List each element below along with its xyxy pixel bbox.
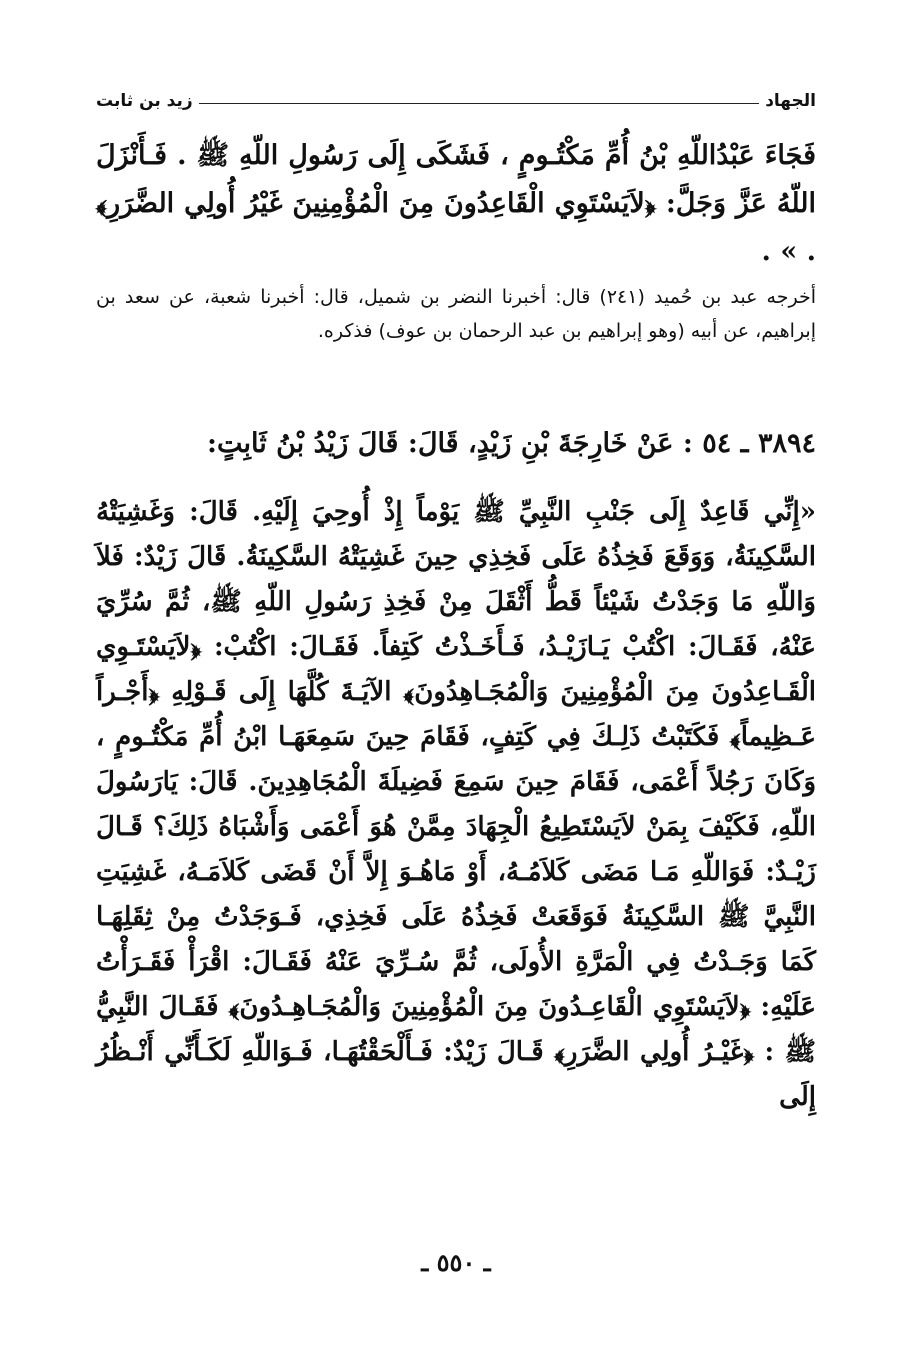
hadith-isnad	[96, 420, 816, 468]
isnad-text: ٣٨٩٤ ـ ٥٤ : عَنْ خَارِجَةَ بْنِ زَيْدٍ، قَالَ: قَالَ زَيْدُ بْنُ ثَابِتٍ:	[206, 428, 816, 459]
section-title: زيد بن ثابت	[96, 91, 193, 111]
hadith-continuation-text: فَجَاءَ عَبْدُاللّهِ بْنُ أُمِّ مَكْتُـومٍ ، فَشَكَى إِلَى رَسُولِ اللّهِ ﷺ . فَـأَنْزَلَ اللّهُ عَزَّ وَجَلَّ: ﴿لاَيَسْتَوِي الْقَاعِدُونَ مِنَ الْمُؤْمِنِينَ غَيْرُ أُولِي الضَّرَرِ﴾ . » .	[96, 140, 816, 267]
page-number: ـ ٥٥٠ ـ	[421, 1248, 491, 1277]
hadith-continuation	[96, 132, 816, 276]
running-header	[96, 88, 816, 114]
header-rule	[199, 103, 760, 104]
chapter-title: الجهاد	[765, 91, 816, 111]
hadith-matn	[96, 490, 816, 1120]
takhrij-text: أخرجه عبد بن حُميد (٢٤١) قال: أخبرنا النضر بن شميل، قال: أخبرنا شعبة، عن سعد بن إبراهيم، عن أبيه (وهو إبراهيم بن عبد الرحمان بن عوف) فذكره.	[96, 286, 816, 342]
matn-text: «إِنِّي قَاعِدٌ إِلَى جَنْبِ النَّبِيِّ ﷺ يَوْماً إِذْ أُوحِيَ إِلَيْهِ. قَالَ: وَغَشِيَتْهُ السَّكِينَةُ، وَوَقَعَ فَخِذُهُ عَلَى فَخِذِي حِينَ غَشِيَتْهُ السَّكِينَةُ. قَالَ زَيْدٌ: فَلاَ وَاللّهِ مَا وَجَدْتُ شَيْئاً قَطُّ أَثْقَلَ مِنْ فَخِذِ رَسُولِ اللّهِ ﷺ، ثُمَّ سُرِّيَ عَنْهُ، فَقَـالَ: اكْتُبْ يَـازَيْـدُ، فَـأَخَـذْتُ كَتِفاً. فَقَـالَ: اكْتُبْ: ﴿لاَيَسْتَـوِي الْقَـاعِدُونَ مِنَ الْمُؤْمِنِينَ وَالْمُجَـاهِدُونَ﴾ الآيَـةَ كُلَّهَا إِلَى قَـوْلِهِ ﴿أَجْـراً عَـظِيماً﴾ فَكَتَبْتُ ذَلِـكَ فِي كَتِفٍ، فَقَامَ حِينَ سَمِعَهَـا ابْنُ أُمِّ مَكْتُـومٍ ، وَكَانَ رَجُلاً أَعْمَى، فَقَامَ حِينَ سَمِعَ فَضِيلَةَ الْمُجَاهِدِينَ. قَالَ: يَارَسُولَ اللّهِ، فَكَيْفَ بِمَنْ لاَيَسْتَطِيعُ الْجِهَادَ مِمَّنْ هُوَ أَعْمَى وَأَشْبَاهُ ذَلِكَ؟ قَـالَ زَيْـدٌ: فَوَاللّهِ مَـا مَضَى كَلاَمُـهُ، أَوْ مَاهُـوَ إِلاَّ أَنْ قَضَى كَلاَمَـهُ، غَشِيَتِ النَّبِيَّ ﷺ السَّكِينَةُ فَوَقَعَتْ فَخِذُهُ عَلَى فَخِذِي، فَـوَجَدْتُ مِنْ ثِقَلِهَـا كَمَا وَجَـدْتُ فِي الْمَرَّةِ الأُولَى، ثُمَّ سُـرِّيَ عَنْهُ فَقَـالَ: اقْرَأْ فَقَـرَأْتُ عَلَيْهِ: ﴿لاَيَسْتَوِي الْقَاعِـدُونَ مِنَ الْمُؤْمِنِينَ وَالْمُجَـاهِـدُونَ﴾ فَقَـالَ النَّبِيُّ ﷺ : ﴿غَيْـرُ أُولِي الضَّرَرِ﴾ قَـالَ زَيْدٌ: فَـأَلْحَقْتُهَـا، فَـوَاللّهِ لَكَـأَنِّي أَنْـظُرُ إِلَى	[96, 497, 816, 1112]
takhrij-note	[96, 280, 816, 348]
